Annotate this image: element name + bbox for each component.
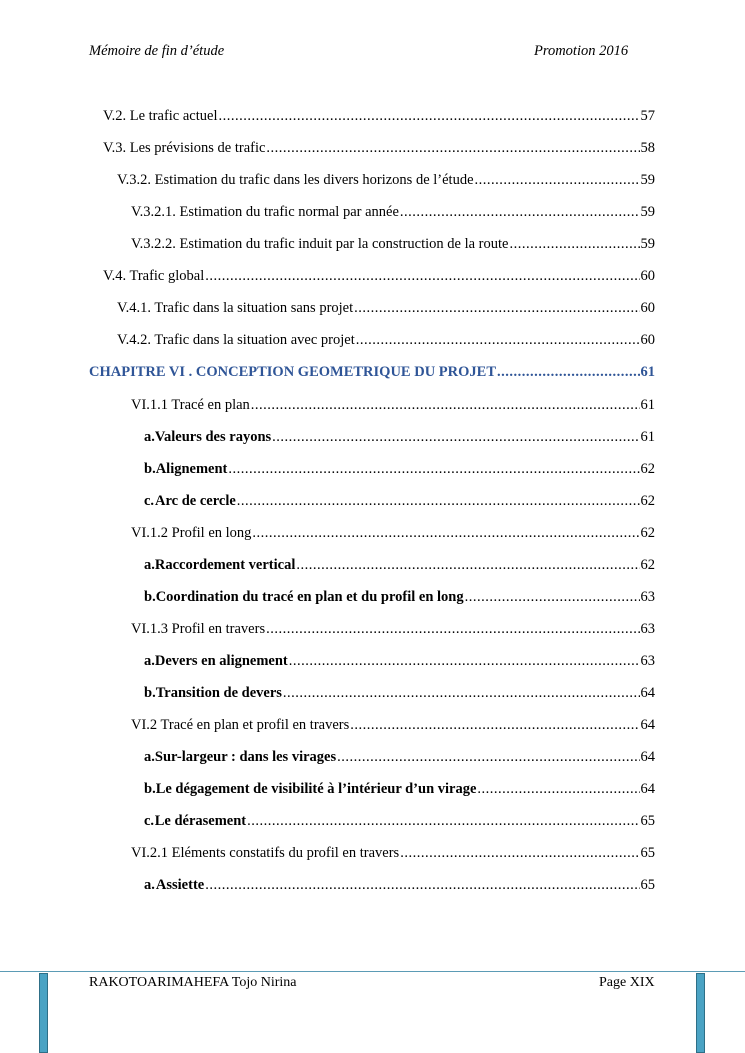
toc-entry-text: V.4. Trafic global <box>103 268 205 284</box>
toc-entry-vi2[interactable] <box>131 713 655 737</box>
toc-page-number: 64 <box>640 685 655 701</box>
toc-entry-text: VI.1.3 Profil en travers <box>131 621 266 637</box>
toc-leader-dots <box>252 521 639 545</box>
toc-entry-text: Le dérasement <box>154 813 247 829</box>
toc-entry-vi12-b[interactable] <box>144 585 655 609</box>
toc-leader-dots <box>465 585 640 609</box>
toc-leader-dots <box>251 393 640 417</box>
toc-leader-dots <box>205 873 639 897</box>
toc-item-letter: a. <box>144 429 155 445</box>
toc-entry-vi11-b[interactable] <box>144 457 655 481</box>
toc-entry-v322[interactable] <box>131 232 655 256</box>
toc-chapter-text: CHAPITRE VI . CONCEPTION GEOMETRIQUE DU PROJET <box>89 364 496 380</box>
toc-page-number: 59 <box>640 236 655 252</box>
footer-right-bar <box>696 973 705 1053</box>
footer-author: RAKOTOARIMAHEFA Tojo Nirina <box>89 975 297 990</box>
footer-left-bar <box>39 973 48 1053</box>
toc-entry-vi2-c[interactable] <box>144 809 655 833</box>
toc-page-number: 65 <box>640 813 655 829</box>
toc-item-letter: b. <box>144 685 156 701</box>
running-header-promotion: Promotion 2016 <box>534 43 629 59</box>
toc-page-number: 64 <box>640 717 655 733</box>
footer-page-number: Page XIX <box>599 975 655 990</box>
toc-item-letter: a. <box>144 877 155 893</box>
toc-leader-dots <box>237 489 640 513</box>
toc-entry-text: Assiette <box>155 877 205 893</box>
toc-entry-vi13[interactable] <box>131 617 655 641</box>
toc-leader-dots <box>289 649 640 673</box>
toc-entry-vi21[interactable] <box>131 841 655 865</box>
toc-entry-text: Valeurs des rayons <box>154 429 272 445</box>
toc-item-letter: a. <box>144 557 155 573</box>
toc-entry-chapter-vi[interactable] <box>89 360 655 384</box>
toc-leader-dots <box>337 745 639 769</box>
toc-entry-text: VI.1.1 Tracé en plan <box>131 397 250 413</box>
toc-entry-vi12[interactable] <box>131 521 655 545</box>
toc-entry-text: V.3.2. Estimation du trafic dans les divers horizons de l’étude <box>117 172 474 188</box>
toc-page-number: 61 <box>640 364 655 380</box>
toc-leader-dots <box>266 617 639 641</box>
toc-leader-dots <box>350 713 639 737</box>
toc-leader-dots <box>356 328 640 352</box>
toc-entry-text: VI.2 Tracé en plan et profil en travers <box>131 717 350 733</box>
toc-entry-vi13-b[interactable] <box>144 681 655 705</box>
toc-page-number: 62 <box>640 557 655 573</box>
running-header-title: Mémoire de fin d’étude <box>89 43 225 59</box>
toc-entry-text: Le dégagement de visibilité à l’intérieur d’un virage <box>155 781 477 797</box>
toc-entry-text: Sur-largeur : dans les virages <box>154 749 337 765</box>
toc-entry-vi11[interactable] <box>131 393 655 417</box>
toc-page-number: 63 <box>640 621 655 637</box>
toc-entry-text: V.4.1. Trafic dans la situation sans projet <box>117 300 354 316</box>
toc-page-number: 65 <box>640 845 655 861</box>
toc-entry-text: Arc de cercle <box>155 493 236 509</box>
toc-page-number: 62 <box>640 525 655 541</box>
footer-divider <box>0 971 745 972</box>
toc-entry-text: V.3.2.1. Estimation du trafic normal par année <box>131 204 399 220</box>
toc-item-letter: b. <box>144 461 156 477</box>
toc-entry-vi11-c[interactable] <box>144 489 655 513</box>
toc-leader-dots <box>272 425 639 449</box>
toc-leader-dots <box>400 200 640 224</box>
toc-page-number: 59 <box>640 204 655 220</box>
toc-leader-dots <box>296 553 639 577</box>
toc-entry-text: V.3.2.2. Estimation du trafic induit par la construction de la route <box>131 236 509 252</box>
toc-page-number: 62 <box>640 461 655 477</box>
toc-entry-text: Alignement <box>155 461 228 477</box>
toc-entry-v321[interactable] <box>131 200 655 224</box>
toc-page-number: 63 <box>640 653 655 669</box>
toc-entry-v4[interactable] <box>103 264 655 288</box>
toc-leader-dots <box>509 232 639 256</box>
toc-entry-v42[interactable] <box>117 328 655 352</box>
toc-page-number: 65 <box>640 877 655 893</box>
toc-page-number: 59 <box>640 172 655 188</box>
toc-page-number: 62 <box>640 493 655 509</box>
toc-leader-dots <box>228 457 639 481</box>
toc-entry-v41[interactable] <box>117 296 655 320</box>
toc-leader-dots <box>283 681 640 705</box>
toc-item-letter: a. <box>144 653 155 669</box>
toc-page-number: 57 <box>640 108 655 124</box>
toc-entry-vi13-a[interactable] <box>144 649 655 673</box>
toc-entry-vi11-a[interactable] <box>144 425 655 449</box>
toc-entry-text: Raccordement vertical <box>154 557 296 573</box>
toc-leader-dots <box>247 809 639 833</box>
toc-entry-text: Transition de devers <box>155 685 282 701</box>
toc-page-number: 61 <box>640 429 655 445</box>
toc-entry-text: VI.2.1 Eléments constatifs du profil en travers <box>131 845 400 861</box>
toc-page-number: 63 <box>640 589 655 605</box>
toc-entry-vi21-a[interactable] <box>144 873 655 897</box>
toc-page-number: 60 <box>640 268 655 284</box>
toc-entry-text: V.3. Les prévisions de trafic <box>103 140 266 156</box>
toc-leader-dots <box>400 841 639 865</box>
toc-entry-text: V.2. Le trafic actuel <box>103 108 218 124</box>
toc-item-letter: c. <box>144 493 155 509</box>
toc-leader-dots <box>354 296 639 320</box>
toc-page-number: 58 <box>640 140 655 156</box>
toc-leader-dots <box>218 104 639 128</box>
toc-page-number: 60 <box>640 300 655 316</box>
toc-entry-text: Devers en alignement <box>154 653 288 669</box>
toc-page-number: 61 <box>640 397 655 413</box>
toc-item-letter: b. <box>144 781 156 797</box>
toc-entry-v32[interactable] <box>117 168 655 192</box>
toc-page-number: 64 <box>640 781 655 797</box>
toc-item-letter: c. <box>144 813 155 829</box>
toc-item-letter: b. <box>144 589 156 605</box>
toc-leader-dots <box>497 360 640 384</box>
toc-entry-vi2-a[interactable] <box>144 745 655 769</box>
toc-page-number: 60 <box>640 332 655 348</box>
toc-entry-vi12-a[interactable] <box>144 553 655 577</box>
toc-entry-text: V.4.2. Trafic dans la situation avec projet <box>117 332 355 348</box>
toc-leader-dots <box>475 168 640 192</box>
toc-leader-dots <box>477 777 639 801</box>
toc-leader-dots <box>266 136 639 160</box>
toc-page-number: 64 <box>640 749 655 765</box>
toc-item-letter: a. <box>144 749 155 765</box>
toc-entry-v3[interactable] <box>103 136 655 160</box>
toc-entry-text: VI.1.2 Profil en long <box>131 525 252 541</box>
toc-leader-dots <box>205 264 639 288</box>
toc-entry-text: Coordination du tracé en plan et du profil en long <box>155 589 464 605</box>
toc-entry-vi2-b[interactable] <box>144 777 655 801</box>
toc-entry-v2[interactable] <box>103 104 655 128</box>
